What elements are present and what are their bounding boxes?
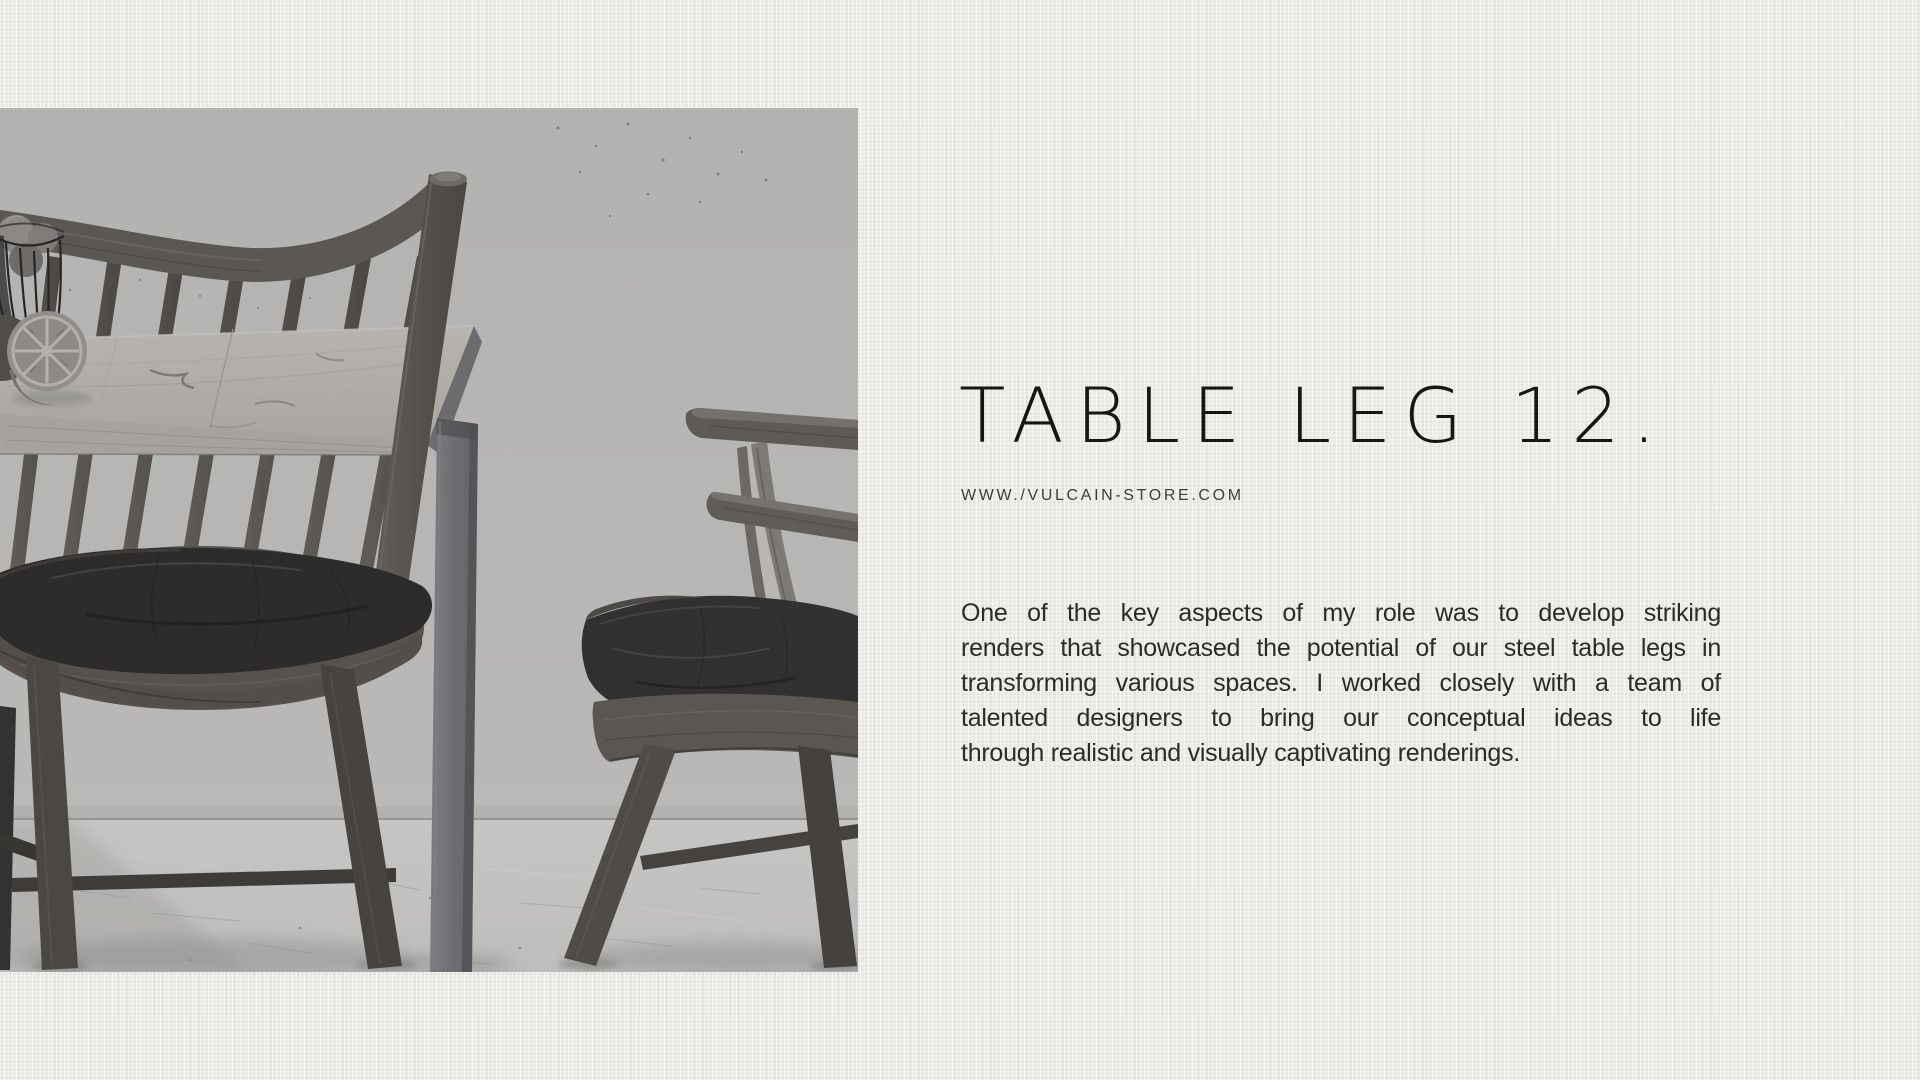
product-photo — [0, 108, 858, 972]
description-paragraph — [961, 596, 1721, 771]
paragraph-line: transforming various spaces. I worked closely with a team of — [961, 669, 1721, 697]
paragraph-line: talented designers to bring our conceptual ideas to life — [961, 704, 1721, 732]
website-url: WWW./VULCAIN-STORE.COM — [961, 487, 1244, 504]
page-title: TABLE LEG 12. — [959, 371, 1669, 460]
steel-table-leg — [430, 418, 478, 972]
paragraph-line: through realistic and visually captivating renderings. — [961, 739, 1521, 767]
paragraph-line: One of the key aspects of my role was to develop striking — [961, 599, 1721, 627]
paragraph-line: renders that showcased the potential of our steel table legs in — [961, 634, 1721, 662]
furniture-scene-illustration — [0, 108, 858, 972]
